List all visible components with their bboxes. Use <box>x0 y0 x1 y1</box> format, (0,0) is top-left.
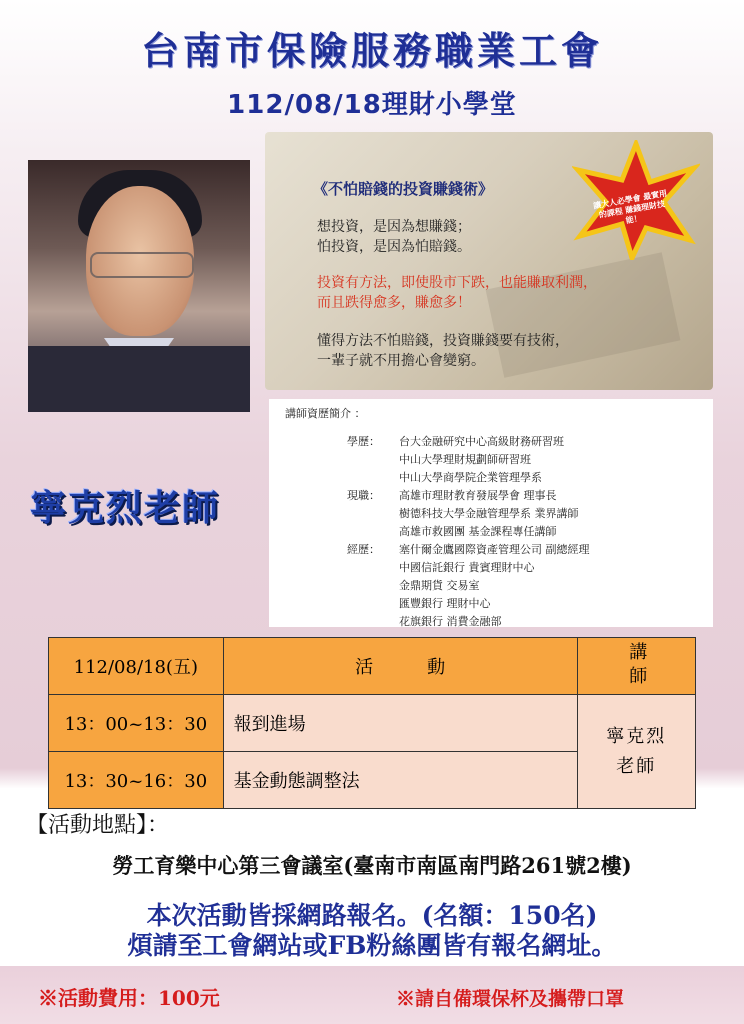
activity-header: 活 動 <box>223 638 577 695</box>
bio-item: 中山大學商學院企業管理學系 <box>399 471 542 484</box>
bio-label: 講師資歷簡介 ： <box>285 407 366 420</box>
schedule-table <box>48 637 696 809</box>
photo-glasses <box>90 252 194 278</box>
lecturer-header: 講師 <box>577 638 695 695</box>
bio-item: 金鼎期貨 交易室 <box>399 579 480 592</box>
page-title: 台南市保險服務職業工會 <box>140 29 603 73</box>
schedule-activity: 基金動態調整法 <box>223 752 577 809</box>
bio-item: 中山大學理財規劃師研習班 <box>399 453 531 466</box>
promo-line: 想投資，是因為想賺錢； <box>317 219 471 235</box>
promo-line: 懂得方法不怕賠錢，投資賺錢要有技術， <box>317 333 569 349</box>
registration-note: 本次活動皆採網路報名。(名額：150名) <box>146 901 598 930</box>
bio-category: 現職： <box>347 489 380 502</box>
reminder-text: ※請自備環保杯及攜帶口罩 <box>396 988 625 1010</box>
promo-line: 而且跌得愈多，賺愈多！ <box>317 295 471 311</box>
bio-item: 高雄市救國團 基金課程專任講師 <box>399 525 557 538</box>
registration-link-note: 煩請至工會網站或FB粉絲團皆有報名網址。 <box>127 931 617 960</box>
bio-item: 樹德科技大學金融管理學系 業界講師 <box>399 507 579 520</box>
fee-text: ※活動費用：100元 <box>38 986 220 1010</box>
schedule-time: 13：30~16：30 <box>49 752 224 809</box>
schedule-activity: 報到進場 <box>223 695 577 752</box>
promo-heading: 《不怕賠錢的投資賺錢術》 <box>313 180 494 198</box>
schedule-lecturer <box>577 695 695 809</box>
promo-line: 怕投資，是因為怕賠錢。 <box>317 239 471 255</box>
teacher-name: 寧克烈老師 <box>30 488 221 529</box>
table-row <box>49 695 696 752</box>
bio-category: 學歷： <box>347 435 380 448</box>
bio-item: 高雄市理財教育發展學會 理事長 <box>399 489 557 502</box>
photo-shirt <box>28 346 250 412</box>
bio-item: 花旗銀行 消費金融部 <box>399 615 502 628</box>
bio-panel <box>269 399 713 627</box>
bio-item: 台大金融研究中心高級財務研習班 <box>399 435 564 448</box>
bio-item: 匯豐銀行 理財中心 <box>399 597 491 610</box>
promo-line: 投資有方法，即使股市下跌，也能賺取利潤， <box>317 275 597 291</box>
teacher-photo <box>28 160 250 412</box>
bio-category: 經歷： <box>347 543 380 556</box>
location-address: 勞工育樂中心第三會議室(臺南市南區南門路261號2樓) <box>112 853 632 878</box>
promo-line: 一輩子就不用擔心會變窮。 <box>317 353 485 369</box>
bio-item: 塞什爾金鷹國際資產管理公司 副總經理 <box>399 543 590 556</box>
lecturer-name: 寧克烈老師 <box>606 725 667 777</box>
bio-item: 中國信託銀行 貴賓理財中心 <box>399 561 535 574</box>
event-subtitle: 112/08/18理財小學堂 <box>227 90 517 120</box>
date-header: 112/08/18(五) <box>49 638 224 695</box>
starburst-text: 讓大人必學會 最實用的課程 賺錢理財技能！ <box>592 188 668 226</box>
schedule-time: 13：00~13：30 <box>49 695 224 752</box>
location-label: 【活動地點】： <box>26 813 170 838</box>
table-header-row <box>49 638 696 695</box>
